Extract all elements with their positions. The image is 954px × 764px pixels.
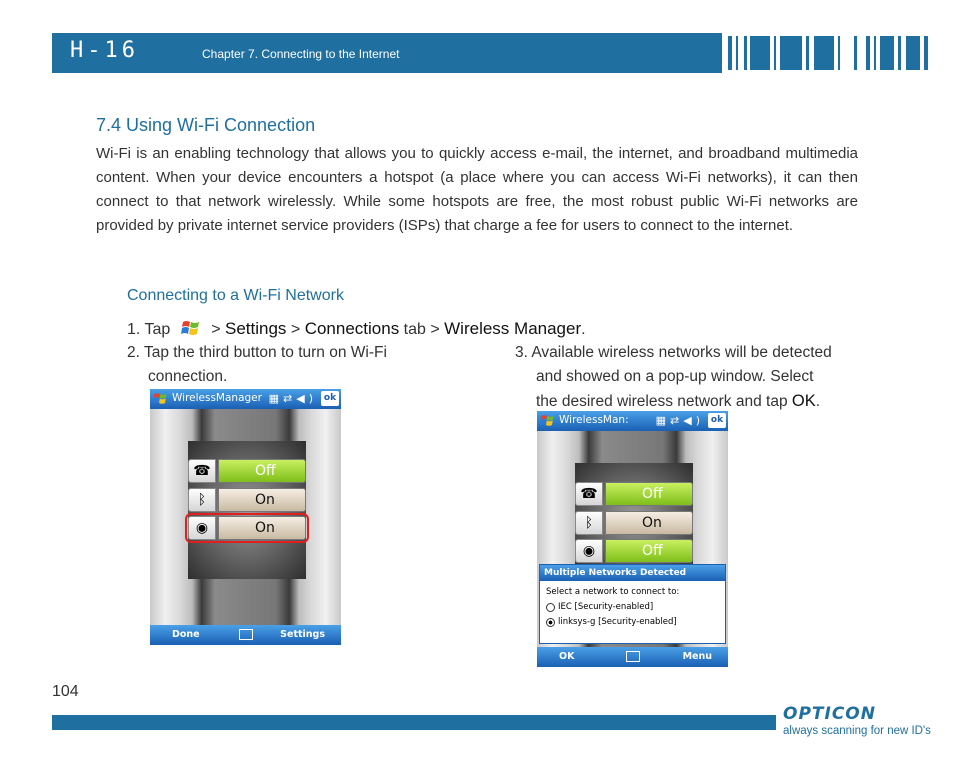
wireless-manager-screenshot-1 — [150, 389, 341, 645]
wifi-toggle-state: On — [218, 516, 306, 540]
windows-start-icon[interactable] — [153, 391, 168, 406]
network-option-iec[interactable] — [540, 597, 725, 612]
step-1-wireless-manager: Wireless Manager — [444, 319, 582, 338]
wifi-icon: ◉ — [575, 539, 603, 563]
wifi-toggle-button[interactable] — [188, 516, 306, 540]
page-header — [52, 33, 934, 73]
status-icons — [656, 414, 704, 427]
step-3-ok: OK — [791, 392, 816, 410]
bluetooth-toggle-state: On — [605, 511, 693, 535]
section-body: Wi-Fi is an enabling technology that allows you to quickly access e-mail, the internet, and broadband multimedia content. When your device encounters a hotspot (a place where you can access Wi-Fi networks), it can then connect to that network wirelessly. While some hotspots are free, the most robust public Wi-Fi networks are provided by private internet service providers (ISPs) that charge a fee for users to connect to the internet. — [96, 145, 858, 234]
wireless-manager-screenshot-2 — [537, 411, 728, 667]
phone-icon: ☎ — [188, 459, 216, 483]
bluetooth-icon: ᛒ — [575, 511, 603, 535]
bluetooth-icon: ᛒ — [188, 488, 216, 512]
step-1-connections: Connections — [304, 319, 400, 338]
sync-icon: ⇄ — [283, 392, 297, 405]
model-name: H-16 — [70, 38, 139, 63]
network-option-linksys[interactable] — [540, 612, 725, 627]
window-title: WirelessMan: — [559, 414, 629, 426]
step-1-settings: Settings — [225, 319, 287, 338]
title-bar — [150, 389, 341, 409]
step-3-line2: and showed on a pop-up window. Select — [536, 368, 814, 385]
phone-toggle-button[interactable] — [575, 482, 693, 506]
menu-softkey[interactable]: Menu — [682, 651, 712, 662]
network-option-label: linksys-g [Security-enabled] — [558, 617, 677, 627]
step-1 — [127, 319, 586, 339]
settings-softkey[interactable]: Settings — [280, 629, 325, 640]
phone-toggle-state: Off — [218, 459, 306, 483]
step-2-line2: connection. — [148, 368, 228, 385]
page-number: 104 — [52, 683, 79, 700]
done-softkey[interactable]: Done — [172, 629, 200, 640]
wifi-icon: ◉ — [188, 516, 216, 540]
dialog-title: Multiple Networks Detected — [540, 565, 725, 581]
bluetooth-toggle-button[interactable] — [575, 511, 693, 535]
ok-button[interactable]: ok — [321, 391, 339, 406]
network-option-label: IEC [Security-enabled] — [558, 602, 654, 612]
network-dialog — [539, 564, 726, 644]
footer-bar — [52, 715, 776, 730]
windows-start-icon[interactable] — [540, 413, 555, 428]
phone-toggle-button[interactable] — [188, 459, 306, 483]
step-1-sep1: > — [211, 321, 221, 338]
barcode-graphic — [722, 33, 934, 73]
softkey-bar — [150, 625, 341, 645]
phone-icon: ☎ — [575, 482, 603, 506]
step-3-line1: 3. Available wireless networks will be detected — [515, 344, 832, 361]
windows-start-icon — [181, 319, 201, 337]
step-1-end: . — [581, 321, 586, 338]
step-1-prefix: 1. Tap — [127, 321, 171, 338]
signal-icon: ▦ — [655, 414, 671, 427]
step-2-line1: 2. Tap the third button to turn on Wi-Fi — [127, 344, 387, 361]
phone-toggle-state: Off — [605, 482, 693, 506]
step-1-tab-word: tab > — [403, 321, 440, 338]
brand-tagline: always scanning for new ID's — [783, 725, 931, 737]
volume-icon: ◀) — [296, 392, 317, 405]
bluetooth-toggle-button[interactable] — [188, 488, 306, 512]
keyboard-icon[interactable] — [239, 629, 253, 640]
ok-button[interactable]: ok — [708, 413, 726, 428]
step-3-line3-text: the desired wireless network and tap — [536, 393, 788, 410]
step-3-end: . — [815, 393, 821, 410]
subsection-title: Connecting to a Wi-Fi Network — [127, 287, 344, 304]
wifi-toggle-state: Off — [605, 539, 693, 563]
step-3 — [515, 341, 860, 414]
chapter-title: Chapter 7. Connecting to the Internet — [202, 47, 400, 61]
keyboard-icon[interactable] — [626, 651, 640, 662]
signal-icon: ▦ — [268, 392, 284, 405]
title-bar — [537, 411, 728, 431]
radio-button[interactable] — [546, 603, 555, 612]
brand-logo: OPTICON — [783, 704, 876, 724]
step-1-sep2: > — [290, 321, 301, 338]
sync-icon: ⇄ — [670, 414, 684, 427]
volume-icon: ◀) — [683, 414, 704, 427]
radio-button-selected[interactable] — [546, 618, 555, 627]
bluetooth-toggle-state: On — [218, 488, 306, 512]
ok-softkey[interactable]: OK — [559, 651, 575, 662]
step-2 — [127, 341, 427, 389]
window-title: WirelessManager — [172, 392, 262, 404]
softkey-bar — [537, 647, 728, 667]
status-icons — [269, 392, 317, 405]
dialog-prompt: Select a network to connect to: — [546, 587, 680, 597]
section-title: 7.4 Using Wi-Fi Connection — [96, 115, 316, 135]
wifi-toggle-button[interactable] — [575, 539, 693, 563]
